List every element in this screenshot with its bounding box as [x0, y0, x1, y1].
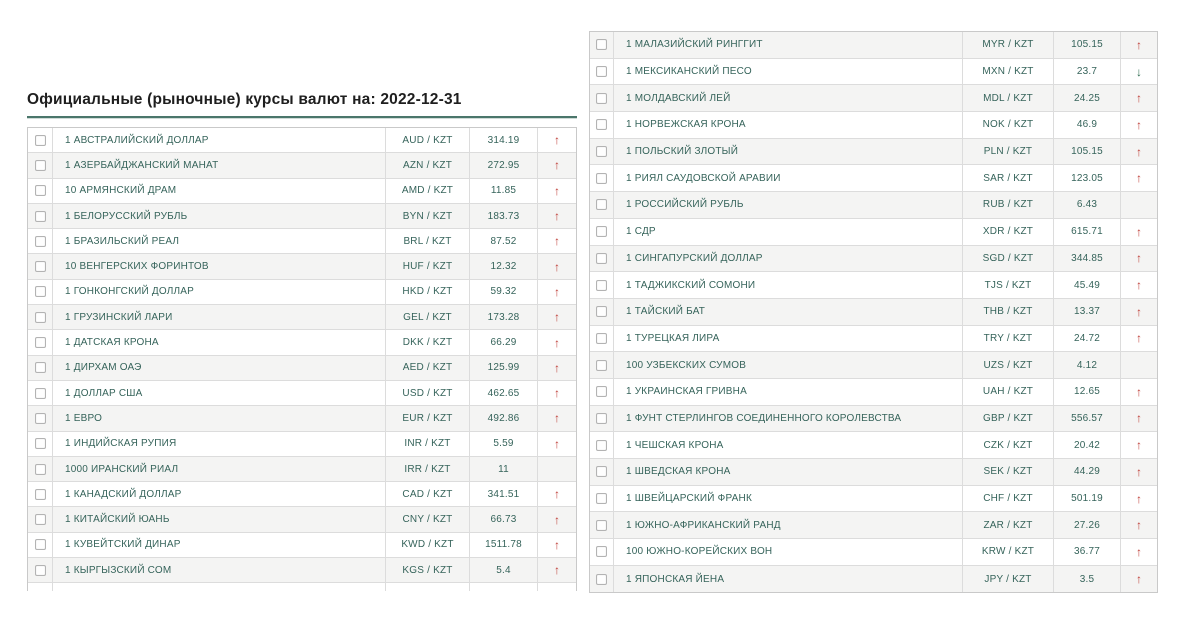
row-checkbox-cell [28, 330, 53, 354]
row-checkbox-cell [590, 219, 614, 245]
currency-name: 1 АЗЕРБАЙДЖАНСКИЙ МАНАТ [53, 153, 386, 177]
row-checkbox-cell [28, 533, 53, 557]
currency-row [590, 459, 1157, 486]
currency-row [590, 486, 1157, 513]
row-checkbox[interactable] [35, 261, 46, 272]
trend-up-icon: ↑ [554, 537, 560, 552]
currency-pair: AZN / KZT [386, 153, 470, 177]
trend-up-icon: ↑ [1136, 224, 1142, 239]
currency-row [28, 533, 576, 558]
row-checkbox-cell [28, 153, 53, 177]
row-checkbox[interactable] [35, 160, 46, 171]
currency-pair: CAD / KZT [386, 482, 470, 506]
currency-row [590, 406, 1157, 433]
currency-row [590, 165, 1157, 192]
currency-name: 1 УКРАИНСКАЯ ГРИВНА [614, 379, 963, 405]
currency-rate: 12.65 [1054, 379, 1121, 405]
row-checkbox[interactable] [596, 360, 607, 371]
row-checkbox-cell [590, 32, 614, 58]
currency-pair: MXN / KZT [963, 59, 1054, 85]
currency-rate: 45.49 [1054, 272, 1121, 298]
currency-row [28, 381, 576, 406]
currency-pair: GEL / KZT [386, 305, 470, 329]
trend-up-icon: ↑ [554, 436, 560, 451]
currency-rate: 87.52 [470, 229, 538, 253]
page-header [27, 90, 577, 118]
row-checkbox[interactable] [35, 464, 46, 475]
currency-row [28, 179, 576, 204]
rates-table-right [589, 31, 1158, 593]
row-checkbox-cell [28, 558, 53, 582]
currency-name: 1 ЕВРО [53, 406, 386, 430]
rates-table-left [27, 127, 577, 591]
currency-name: 1 ЮЖНО-АФРИКАНСКИЙ РАНД [614, 512, 963, 538]
currency-row [28, 254, 576, 279]
trend-up-icon: ↑ [1136, 331, 1142, 346]
currency-rate: 105.15 [1054, 32, 1121, 58]
row-checkbox-cell [28, 381, 53, 405]
currency-row [590, 85, 1157, 112]
row-checkbox-cell [590, 566, 614, 593]
currency-row [590, 246, 1157, 273]
currency-row [28, 482, 576, 507]
currency-rate: 1511.78 [470, 533, 538, 557]
currency-rate: 23.7 [1054, 59, 1121, 85]
currency-pair: CHF / KZT [963, 486, 1054, 512]
currency-pair: UAH / KZT [963, 379, 1054, 405]
currency-pair: KGS / KZT [386, 558, 470, 582]
row-checkbox[interactable] [596, 280, 607, 291]
row-checkbox[interactable] [35, 312, 46, 323]
currency-row [28, 406, 576, 431]
currency-row [28, 558, 576, 583]
currency-name: 1 КУВЕЙТСКИЙ ДИНАР [53, 533, 386, 557]
currency-name: 1 СДР [614, 219, 963, 245]
currency-name: 1 ДОЛЛАР США [53, 381, 386, 405]
currency-pair: EUR / KZT [386, 406, 470, 430]
row-checkbox-cell [590, 192, 614, 218]
currency-name: 1 МОЛДАВСКИЙ ЛЕЙ [614, 85, 963, 111]
currency-row [28, 153, 576, 178]
trend-up-icon: ↑ [554, 183, 560, 198]
row-checkbox[interactable] [596, 546, 607, 557]
trend-up-icon: ↑ [554, 563, 560, 578]
row-checkbox[interactable] [596, 93, 607, 104]
currency-name: 1 ГОНКОНГСКИЙ ДОЛЛАР [53, 280, 386, 304]
currency-rate: 20.42 [1054, 432, 1121, 458]
currency-row [28, 229, 576, 254]
trend-up-icon: ↑ [1136, 37, 1142, 52]
title-underline [27, 116, 577, 118]
currency-pair: DKK / KZT [386, 330, 470, 354]
row-checkbox-cell [590, 379, 614, 405]
row-checkbox[interactable] [35, 135, 46, 146]
trend-up-icon: ↑ [1136, 491, 1142, 506]
currency-rate: 125.99 [470, 356, 538, 380]
trend-up-icon: ↑ [1136, 278, 1142, 293]
row-checkbox-cell [28, 280, 53, 304]
trend-up-icon: ↑ [1136, 304, 1142, 319]
currency-name: 1 РОССИЙСКИЙ РУБЛЬ [614, 192, 963, 218]
row-checkbox-cell [590, 112, 614, 138]
trend-up-icon: ↑ [1136, 144, 1142, 159]
currency-rate: 4.12 [1054, 352, 1121, 378]
row-checkbox[interactable] [35, 236, 46, 247]
currency-name: 100 ЮЖНО-КОРЕЙСКИХ ВОН [614, 539, 963, 565]
currency-rate: 12.32 [470, 254, 538, 278]
row-checkbox-cell [590, 139, 614, 165]
row-checkbox[interactable] [35, 388, 46, 399]
currency-pair: AMD / KZT [386, 179, 470, 203]
trend-up-icon: ↑ [554, 360, 560, 375]
row-checkbox-cell [28, 254, 53, 278]
trend-up-icon: ↑ [554, 512, 560, 527]
currency-name: 1 КИТАЙСКИЙ ЮАНЬ [53, 507, 386, 531]
currency-name: 1 ЯПОНСКАЯ ЙЕНА [614, 566, 963, 593]
currency-row [590, 299, 1157, 326]
currency-name: 1 ПОЛЬСКИЙ ЗЛОТЫЙ [614, 139, 963, 165]
trend-arrow [538, 457, 576, 481]
trend-arrow [1121, 192, 1157, 218]
currency-name: 1 МАЛАЗИЙСКИЙ РИНГГИТ [614, 32, 963, 58]
currency-rate: 5.59 [470, 432, 538, 456]
currency-name: 1 ШВЕДСКАЯ КРОНА [614, 459, 963, 485]
row-checkbox-cell [28, 432, 53, 456]
row-checkbox-cell [590, 406, 614, 432]
row-checkbox[interactable] [596, 253, 607, 264]
currency-row [28, 204, 576, 229]
currency-rate: 24.72 [1054, 326, 1121, 352]
trend-up-icon: ↑ [1136, 171, 1142, 186]
currency-name: 1 МЕКСИКАНСКИЙ ПЕСО [614, 59, 963, 85]
currency-name: 1 ТАЙСКИЙ БАТ [614, 299, 963, 325]
row-checkbox-cell [590, 432, 614, 458]
row-checkbox-cell [28, 507, 53, 531]
currency-row [590, 379, 1157, 406]
trend-up-icon: ↑ [1136, 518, 1142, 533]
currency-name: 1 ТУРЕЦКАЯ ЛИРА [614, 326, 963, 352]
row-checkbox[interactable] [596, 39, 607, 50]
currency-rate: 46.9 [1054, 112, 1121, 138]
currency-row [28, 128, 576, 153]
currency-row [590, 139, 1157, 166]
currency-row [590, 326, 1157, 353]
currency-rate: 13.37 [1054, 299, 1121, 325]
row-checkbox-cell [590, 326, 614, 352]
row-checkbox-cell [28, 356, 53, 380]
currency-pair: AED / KZT [386, 356, 470, 380]
trend-up-icon: ↑ [554, 234, 560, 249]
currency-name: 1 ЧЕШСКАЯ КРОНА [614, 432, 963, 458]
currency-name: 1 ДАТСКАЯ КРОНА [53, 330, 386, 354]
trend-up-icon: ↑ [554, 209, 560, 224]
currency-rate: 492.86 [470, 406, 538, 430]
row-checkbox[interactable] [35, 211, 46, 222]
currency-rate: 6.43 [1054, 192, 1121, 218]
row-checkbox[interactable] [596, 119, 607, 130]
currency-name: 1 ГРУЗИНСКИЙ ЛАРИ [53, 305, 386, 329]
row-checkbox-cell [590, 85, 614, 111]
currency-pair: ZAR / KZT [963, 512, 1054, 538]
currency-pair: IRR / KZT [386, 457, 470, 481]
currency-name: 1 ФУНТ СТЕРЛИНГОВ СОЕДИНЕННОГО КОРОЛЕВСТВА [614, 406, 963, 432]
currency-row [590, 59, 1157, 86]
currency-row [28, 330, 576, 355]
currency-pair: BRL / KZT [386, 229, 470, 253]
currency-pair: UZS / KZT [963, 352, 1054, 378]
currency-name: 1 КАНАДСКИЙ ДОЛЛАР [53, 482, 386, 506]
currency-pair: JPY / KZT [963, 566, 1054, 593]
currency-pair: CZK / KZT [963, 432, 1054, 458]
row-checkbox-cell [590, 246, 614, 272]
row-checkbox-cell [590, 486, 614, 512]
currency-rate: 314.19 [470, 128, 538, 152]
currency-rate: 344.85 [1054, 246, 1121, 272]
currency-pair: CNY / KZT [386, 507, 470, 531]
row-checkbox[interactable] [596, 574, 607, 585]
currency-pair: NOK / KZT [963, 112, 1054, 138]
currency-name: 1 НОРВЕЖСКАЯ КРОНА [614, 112, 963, 138]
currency-pair: SEK / KZT [963, 459, 1054, 485]
currency-pair: HUF / KZT [386, 254, 470, 278]
row-checkbox[interactable] [596, 199, 607, 210]
currency-row [590, 566, 1157, 593]
currency-rate: 501.19 [1054, 486, 1121, 512]
row-checkbox[interactable] [596, 173, 607, 184]
currency-row [590, 512, 1157, 539]
currency-pair: SGD / KZT [963, 246, 1054, 272]
currency-rate: 11.85 [470, 179, 538, 203]
row-checkbox[interactable] [35, 286, 46, 297]
row-checkbox[interactable] [596, 66, 607, 77]
row-checkbox-cell [590, 59, 614, 85]
currency-row [590, 219, 1157, 246]
row-checkbox-cell [28, 457, 53, 481]
currency-rate: 66.29 [470, 330, 538, 354]
currency-pair: BYN / KZT [386, 204, 470, 228]
currency-row [28, 507, 576, 532]
trend-up-icon: ↑ [1136, 117, 1142, 132]
currency-row [28, 457, 576, 482]
currency-row [28, 305, 576, 330]
trend-up-icon: ↑ [554, 284, 560, 299]
currency-rate: 105.15 [1054, 139, 1121, 165]
trend-up-icon: ↑ [1136, 438, 1142, 453]
currency-rate: 556.57 [1054, 406, 1121, 432]
currency-row [28, 280, 576, 305]
trend-up-icon: ↑ [1136, 411, 1142, 426]
trend-up-icon: ↑ [1136, 464, 1142, 479]
currency-rate: 272.95 [470, 153, 538, 177]
row-checkbox[interactable] [596, 466, 607, 477]
currency-pair: SAR / KZT [963, 165, 1054, 191]
row-checkbox[interactable] [35, 337, 46, 348]
trend-up-icon: ↑ [1136, 384, 1142, 399]
row-checkbox-cell [28, 204, 53, 228]
currency-row [28, 432, 576, 457]
currency-rate: 173.28 [470, 305, 538, 329]
currency-name: 1 ШВЕЙЦАРСКИЙ ФРАНК [614, 486, 963, 512]
currency-rate: 59.32 [470, 280, 538, 304]
currency-rate: 66.73 [470, 507, 538, 531]
cutoff-partial-row [28, 583, 576, 591]
currency-rate: 3.5 [1054, 566, 1121, 593]
trend-up-icon: ↑ [554, 158, 560, 173]
page-title: Официальные (рыночные) курсы валют на: 2022-12-31 [27, 91, 462, 108]
currency-row [590, 432, 1157, 459]
currency-pair: TRY / KZT [963, 326, 1054, 352]
trend-up-icon: ↑ [1136, 572, 1142, 587]
currency-row [590, 272, 1157, 299]
row-checkbox[interactable] [596, 493, 607, 504]
currency-name: 100 УЗБЕКСКИХ СУМОВ [614, 352, 963, 378]
row-checkbox[interactable] [596, 386, 607, 397]
trend-up-icon: ↑ [554, 310, 560, 325]
row-checkbox-cell [590, 165, 614, 191]
row-checkbox-cell [28, 406, 53, 430]
trend-up-icon: ↑ [554, 487, 560, 502]
row-checkbox-cell [590, 512, 614, 538]
row-checkbox[interactable] [35, 413, 46, 424]
row-checkbox[interactable] [35, 362, 46, 373]
trend-up-icon: ↑ [554, 259, 560, 274]
currency-rate: 44.29 [1054, 459, 1121, 485]
currency-row [28, 356, 576, 381]
currency-name: 1 РИЯЛ САУДОВСКОЙ АРАВИИ [614, 165, 963, 191]
currency-pair: TJS / KZT [963, 272, 1054, 298]
trend-up-icon: ↑ [554, 335, 560, 350]
row-checkbox[interactable] [35, 489, 46, 500]
trend-up-icon: ↑ [1136, 91, 1142, 106]
currency-name: 1000 ИРАНСКИЙ РИАЛ [53, 457, 386, 481]
currency-rate: 27.26 [1054, 512, 1121, 538]
currency-pair: USD / KZT [386, 381, 470, 405]
currency-rate: 123.05 [1054, 165, 1121, 191]
currency-rate: 24.25 [1054, 85, 1121, 111]
currency-row [590, 539, 1157, 566]
row-checkbox-cell [590, 539, 614, 565]
row-checkbox-cell [28, 229, 53, 253]
row-checkbox[interactable] [35, 565, 46, 576]
trend-down-icon: ↓ [1136, 64, 1142, 79]
trend-up-icon: ↑ [554, 386, 560, 401]
currency-name: 1 ИНДИЙСКАЯ РУПИЯ [53, 432, 386, 456]
currency-name: 1 АВСТРАЛИЙСКИЙ ДОЛЛАР [53, 128, 386, 152]
currency-rate: 615.71 [1054, 219, 1121, 245]
trend-up-icon: ↑ [1136, 251, 1142, 266]
currency-pair: XDR / KZT [963, 219, 1054, 245]
currency-rate: 11 [470, 457, 538, 481]
currency-pair: INR / KZT [386, 432, 470, 456]
currency-name: 10 АРМЯНСКИЙ ДРАМ [53, 179, 386, 203]
currency-name: 1 СИНГАПУРСКИЙ ДОЛЛАР [614, 246, 963, 272]
currency-pair: KRW / KZT [963, 539, 1054, 565]
row-checkbox-cell [590, 272, 614, 298]
row-checkbox-cell [590, 352, 614, 378]
currency-pair: MYR / KZT [963, 32, 1054, 58]
trend-arrow [1121, 352, 1157, 378]
row-checkbox-cell [28, 482, 53, 506]
row-checkbox[interactable] [596, 306, 607, 317]
row-checkbox-cell [590, 299, 614, 325]
row-checkbox[interactable] [35, 514, 46, 525]
currency-row [590, 112, 1157, 139]
currency-pair: RUB / KZT [963, 192, 1054, 218]
row-checkbox[interactable] [596, 146, 607, 157]
row-checkbox[interactable] [596, 226, 607, 237]
currency-pair: PLN / KZT [963, 139, 1054, 165]
currency-rate: 183.73 [470, 204, 538, 228]
currency-name: 1 КЫРГЫЗСКИЙ СОМ [53, 558, 386, 582]
currency-name: 1 БРАЗИЛЬСКИЙ РЕАЛ [53, 229, 386, 253]
currency-rate: 5.4 [470, 558, 538, 582]
currency-row [590, 352, 1157, 379]
currency-name: 10 ВЕНГЕРСКИХ ФОРИНТОВ [53, 254, 386, 278]
row-checkbox[interactable] [35, 185, 46, 196]
currency-pair: MDL / KZT [963, 85, 1054, 111]
row-checkbox[interactable] [596, 413, 607, 424]
row-checkbox-cell [28, 305, 53, 329]
row-checkbox-cell [28, 179, 53, 203]
trend-up-icon: ↑ [554, 133, 560, 148]
row-checkbox-cell [28, 128, 53, 152]
trend-up-icon: ↑ [554, 411, 560, 426]
row-checkbox[interactable] [596, 333, 607, 344]
currency-row [590, 32, 1157, 59]
row-checkbox[interactable] [35, 438, 46, 449]
currency-row [590, 192, 1157, 219]
currency-rate: 341.51 [470, 482, 538, 506]
trend-up-icon: ↑ [1136, 544, 1142, 559]
currency-rate: 36.77 [1054, 539, 1121, 565]
currency-name: 1 ТАДЖИКСКИЙ СОМОНИ [614, 272, 963, 298]
row-checkbox[interactable] [35, 539, 46, 550]
currency-name: 1 БЕЛОРУССКИЙ РУБЛЬ [53, 204, 386, 228]
currency-rate: 462.65 [470, 381, 538, 405]
currency-pair: HKD / KZT [386, 280, 470, 304]
currency-pair: THB / KZT [963, 299, 1054, 325]
row-checkbox[interactable] [596, 440, 607, 451]
currency-pair: GBP / KZT [963, 406, 1054, 432]
currency-pair: AUD / KZT [386, 128, 470, 152]
row-checkbox[interactable] [596, 520, 607, 531]
row-checkbox-cell [590, 459, 614, 485]
currency-name: 1 ДИРХАМ ОАЭ [53, 356, 386, 380]
currency-pair: KWD / KZT [386, 533, 470, 557]
